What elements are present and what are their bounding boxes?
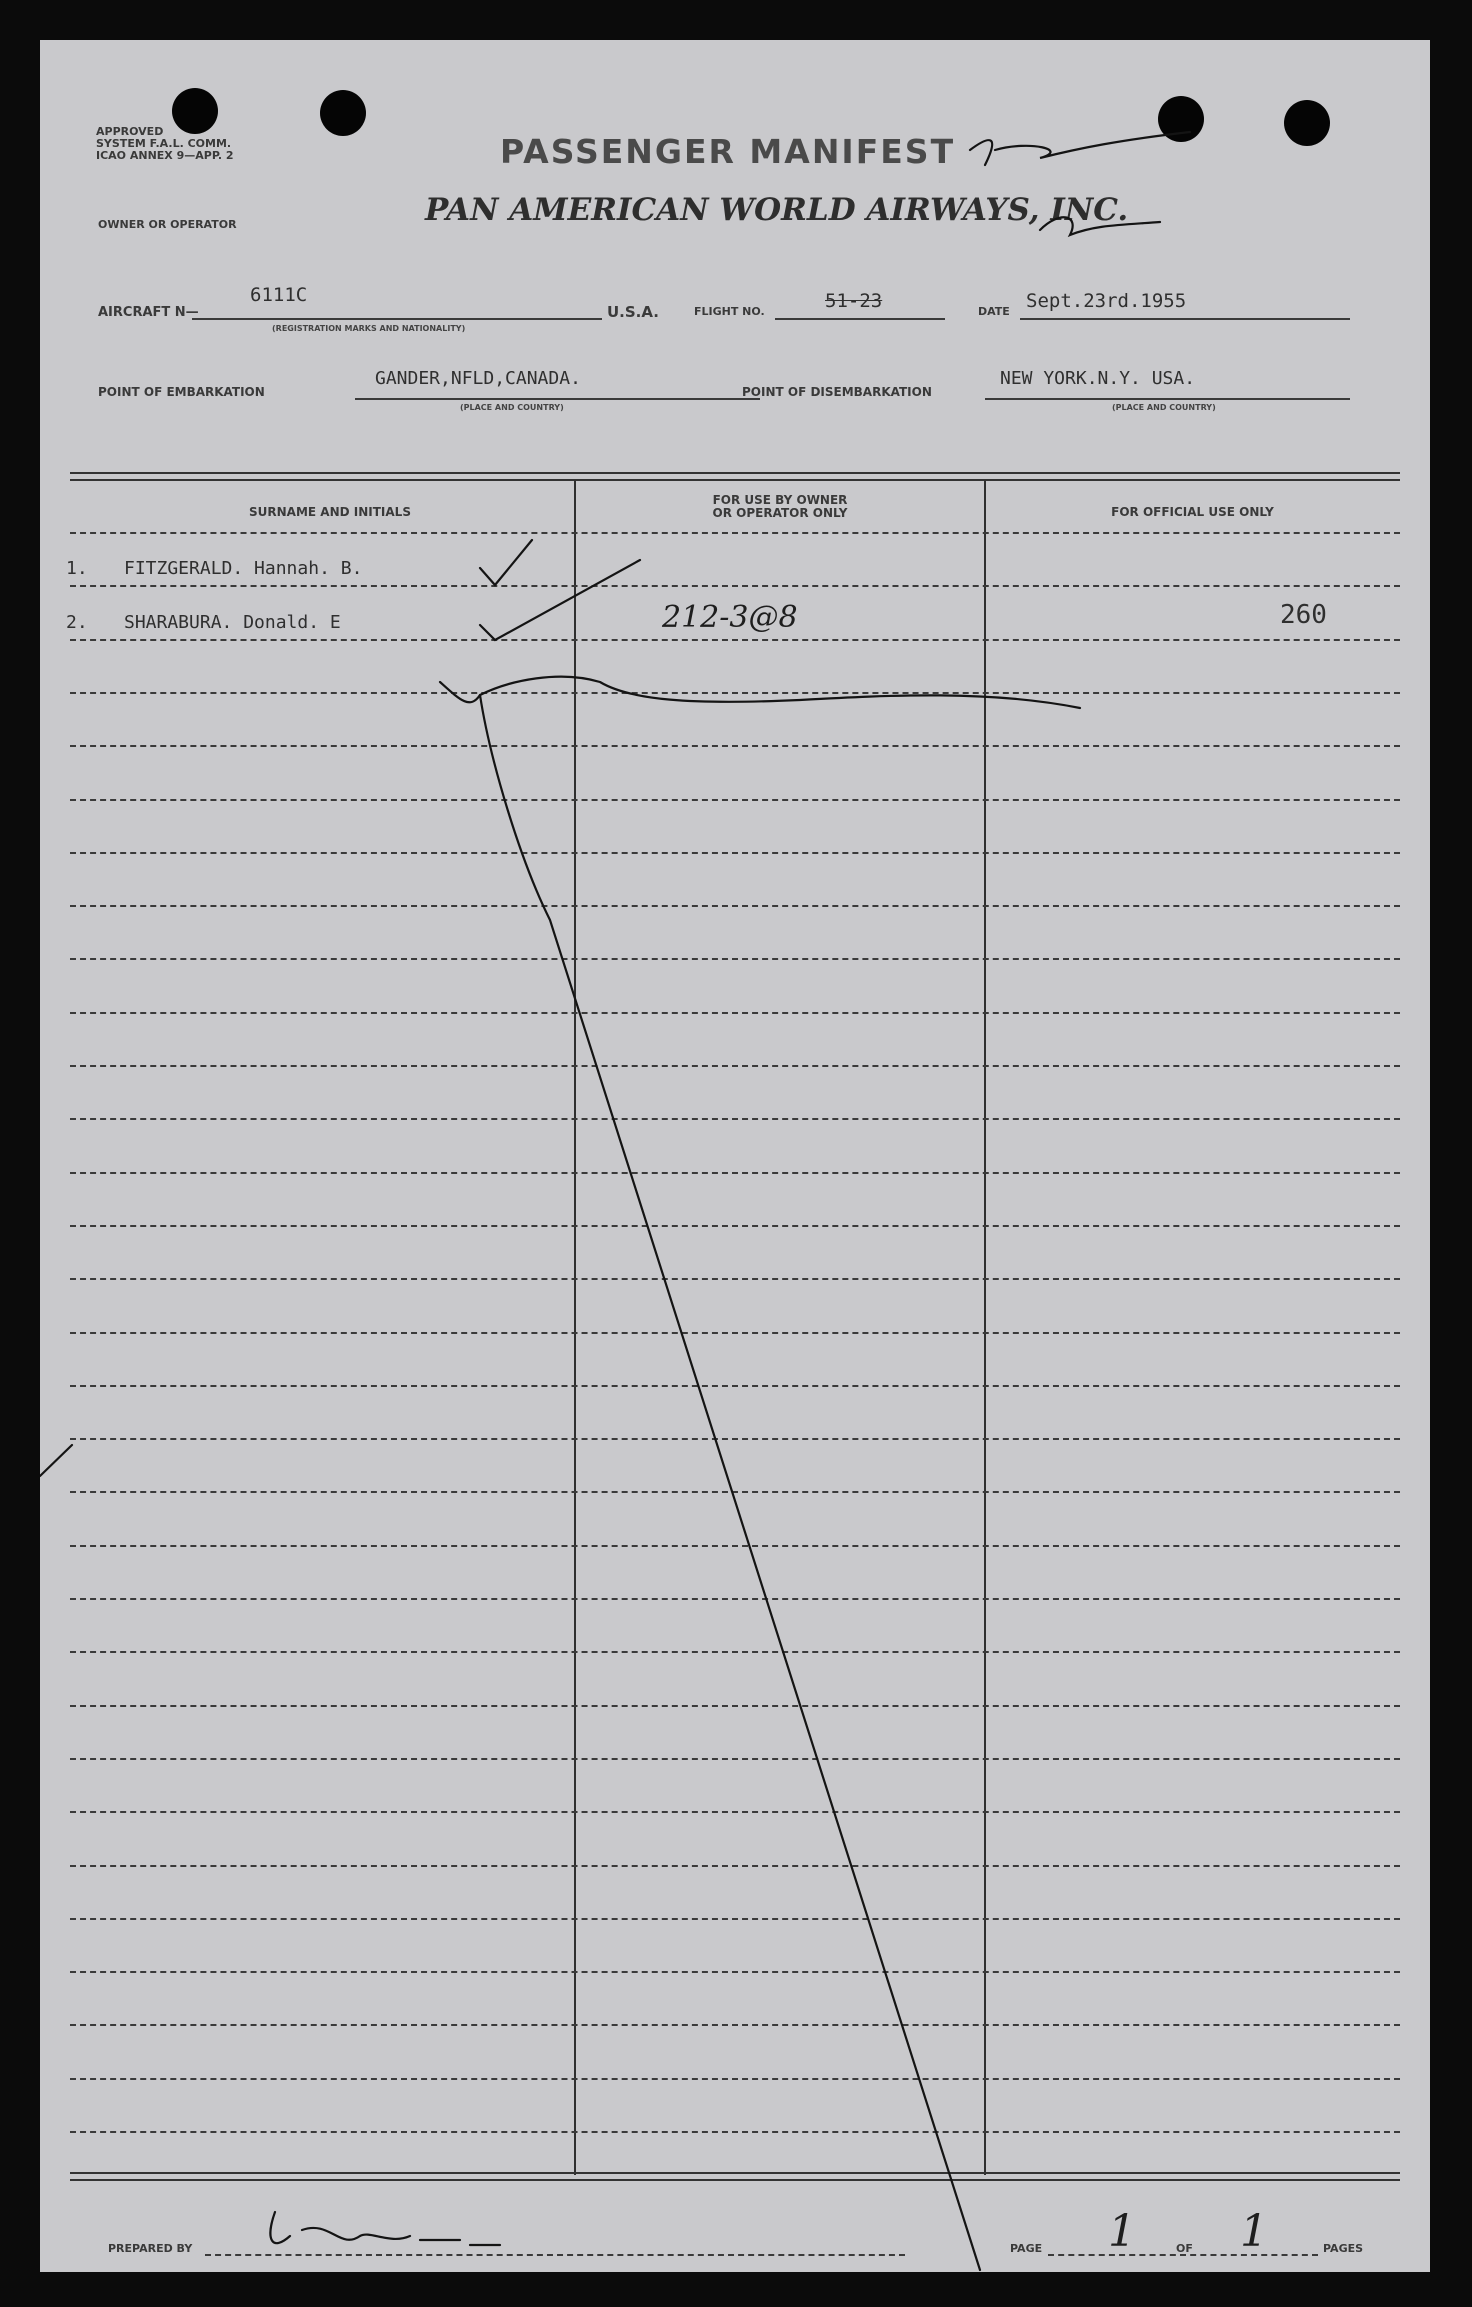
official-code: 260 bbox=[1280, 600, 1327, 630]
aircraft-note: (REGISTRATION MARKS AND NATIONALITY) bbox=[272, 324, 466, 333]
page-value: 1 bbox=[1108, 2206, 1136, 2257]
pages-label: PAGES bbox=[1323, 2242, 1364, 2255]
approval-line: ICAO ANNEX 9—APP. 2 bbox=[96, 149, 234, 162]
of-label: OF bbox=[1176, 2242, 1193, 2255]
disembarkation-value: NEW YORK.N.Y. USA. bbox=[1000, 368, 1196, 389]
manifest-sheet bbox=[40, 40, 1430, 2272]
pen-marks bbox=[40, 40, 1430, 2272]
flight-no-label: FLIGHT NO. bbox=[694, 305, 765, 318]
owner-label: OWNER OR OPERATOR bbox=[98, 218, 237, 231]
usa-label: U.S.A. bbox=[607, 303, 659, 321]
row-number: 1. bbox=[66, 558, 88, 579]
embarkation-label: POINT OF EMBARKATION bbox=[98, 385, 265, 399]
prepared-label: PREPARED BY bbox=[108, 2242, 193, 2255]
approval-line: APPROVED bbox=[96, 125, 164, 138]
date-label: DATE bbox=[978, 305, 1010, 318]
passenger-name: SHARABURA. Donald. E bbox=[124, 612, 341, 633]
disembarkation-note: (PLACE AND COUNTRY) bbox=[1112, 403, 1216, 412]
row-number: 2. bbox=[66, 612, 88, 633]
col-owner-header: FOR USE BY OWNER OR OPERATOR ONLY bbox=[712, 493, 848, 520]
embarkation-value: GANDER,NFLD,CANADA. bbox=[375, 368, 581, 389]
aircraft-value: 6111C bbox=[250, 284, 308, 306]
owner-note: 212-3@8 bbox=[662, 600, 798, 635]
passenger-name: FITZGERALD. Hannah. B. bbox=[124, 558, 363, 579]
manifest-title: PASSENGER MANIFEST bbox=[500, 132, 956, 171]
of-value: 1 bbox=[1240, 2206, 1268, 2257]
embarkation-note: (PLACE AND COUNTRY) bbox=[460, 403, 564, 412]
approval-line: SYSTEM F.A.L. COMM. bbox=[96, 137, 232, 150]
page-label: PAGE bbox=[1010, 2242, 1043, 2255]
flight-no-value: 51-23 bbox=[825, 290, 883, 312]
col-surname-header: SURNAME AND INITIALS bbox=[249, 505, 411, 519]
col-official-header: FOR OFFICIAL USE ONLY bbox=[1111, 505, 1274, 519]
owner-value: PAN AMERICAN WORLD AIRWAYS, INC. bbox=[425, 192, 1129, 228]
disembarkation-label: POINT OF DISEMBARKATION bbox=[742, 385, 932, 399]
date-value: Sept.23rd.1955 bbox=[1026, 290, 1187, 312]
aircraft-label: AIRCRAFT N— bbox=[98, 305, 199, 320]
